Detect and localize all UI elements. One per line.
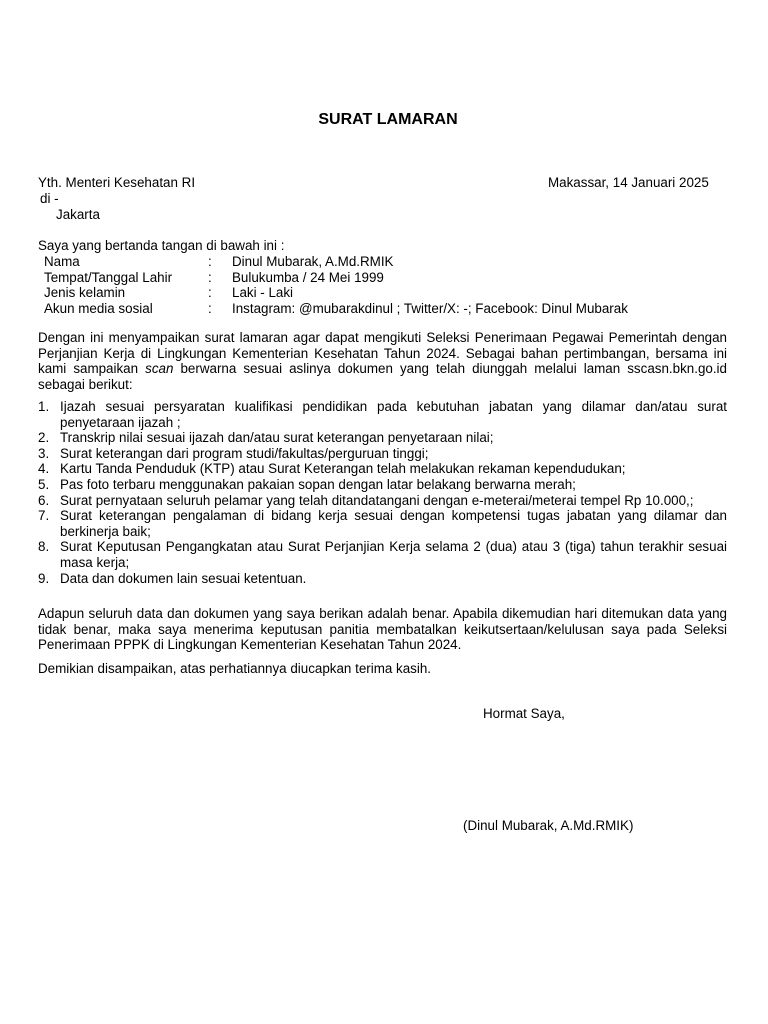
info-separator: :: [208, 285, 212, 301]
recipient-city: Jakarta: [56, 207, 100, 222]
list-text: Data dan dokumen lain sesuai ketentuan.: [60, 570, 307, 586]
list-number: 3.: [38, 445, 50, 461]
recipient-di: di -: [40, 191, 59, 206]
info-label: Akun media sosial: [44, 300, 153, 316]
list-text: Surat pernyataan seluruh pelamar yang telah ditandatangani dengan e-meterai/meterai tempel Rp 10.000,;: [60, 492, 694, 508]
info-separator: :: [208, 300, 212, 316]
list-item: [38, 461, 727, 477]
paragraph-closing: Demikian disampaikan, atas perhatiannya diucapkan terima kasih.: [38, 661, 432, 676]
list-number: 2.: [38, 430, 50, 446]
place-date: Makassar, 14 Januari 2025: [548, 175, 709, 190]
document-list: [38, 399, 727, 586]
list-number: 5.: [38, 476, 50, 492]
list-text: Surat keterangan pengalaman di bidang kerja sesuai dengan kompetensi tugas jabatan yang dilamar dan berkinerja baik;: [60, 508, 727, 539]
list-item: [38, 446, 727, 462]
paragraph-intro: [38, 330, 727, 392]
paragraph-statement: Adapun seluruh data dan dokumen yang saya berikan adalah benar. Apabila dikemudian hari ditemukan data yang tidak benar, maka saya menerima keputusan panitia membatalkan keikutsertaan/kelulusan saya pada Seleksi Penerimaan PPPK di Lingkungan Kementerian Kesehatan Tahun 2024.: [38, 606, 727, 653]
list-number: 4.: [38, 461, 50, 477]
list-number: 1.: [38, 399, 50, 414]
info-value: Dinul Mubarak, A.Md.RMIK: [232, 254, 394, 269]
list-number: 8.: [38, 539, 50, 555]
list-text: Ijazah sesuai persyaratan kualifikasi pendidikan pada kebutuhan jabatan yang dilamar dan/atau surat penyetaraan ijazah ;: [60, 399, 727, 430]
paragraph-intro-text: Dengan ini menyampaikan surat lamaran agar dapat mengikuti Seleksi Penerimaan Pegawai Pemerintah dengan Perjanjian Kerja di Lingkungan Kementerian Kesehatan Tahun 2024. Sebagai bahan pertimbangan, bersama ini kami sampaikan: [38, 330, 727, 377]
list-item: [38, 571, 727, 587]
list-text: Surat keterangan dari program studi/fakultas/perguruan tinggi;: [60, 445, 429, 461]
info-separator: :: [208, 269, 212, 285]
list-text: Surat Keputusan Pengangkatan atau Surat Perjanjian Kerja selama 2 (dua) atau 3 (tiga) tahun terakhir sesuai masa kerja;: [60, 539, 727, 570]
info-value: Laki - Laki: [232, 285, 294, 301]
info-value: Instagram: @mubarakdinul ; Twitter/X: -; Facebook: Dinul Mubarak: [232, 300, 628, 316]
list-text: Transkrip nilai sesuai ijazah dan/atau surat keterangan penyetaraan nilai;: [60, 430, 494, 446]
list-item: [38, 430, 727, 446]
list-item: [38, 477, 727, 493]
closing-salutation: Hormat Saya,: [483, 706, 565, 721]
list-text: Pas foto terbaru menggunakan pakaian sopan dengan latar belakang berwarna merah;: [60, 476, 576, 492]
info-label: Jenis kelamin: [44, 285, 126, 301]
recipient-line: Yth. Menteri Kesehatan RI: [38, 175, 196, 190]
paragraph-intro-text-end: berwarna sesuai aslinya dokumen yang telah diunggah melalui laman sscasn.bkn.go.id sebagai berikut:: [38, 361, 727, 392]
paragraph-intro-italic: scan: [145, 361, 174, 377]
info-separator: :: [208, 254, 212, 269]
letter-title: SURAT LAMARAN: [318, 111, 458, 128]
list-text: Kartu Tanda Penduduk (KTP) atau Surat Keterangan telah melakukan rekaman kependudukan;: [60, 461, 626, 477]
info-label: Nama: [44, 254, 80, 269]
list-number: 6.: [38, 492, 50, 508]
list-item: [38, 493, 727, 509]
signature-name: (Dinul Mubarak, A.Md.RMIK): [463, 818, 634, 833]
list-item: [38, 539, 727, 570]
list-item: [38, 508, 727, 539]
info-label: Tempat/Tanggal Lahir: [44, 269, 173, 285]
intro-text: Saya yang bertanda tangan di bawah ini :: [38, 238, 285, 253]
list-item: [38, 399, 727, 430]
info-value: Bulukumba / 24 Mei 1999: [232, 269, 384, 285]
list-number: 7.: [38, 508, 50, 524]
list-number: 9.: [38, 570, 50, 586]
